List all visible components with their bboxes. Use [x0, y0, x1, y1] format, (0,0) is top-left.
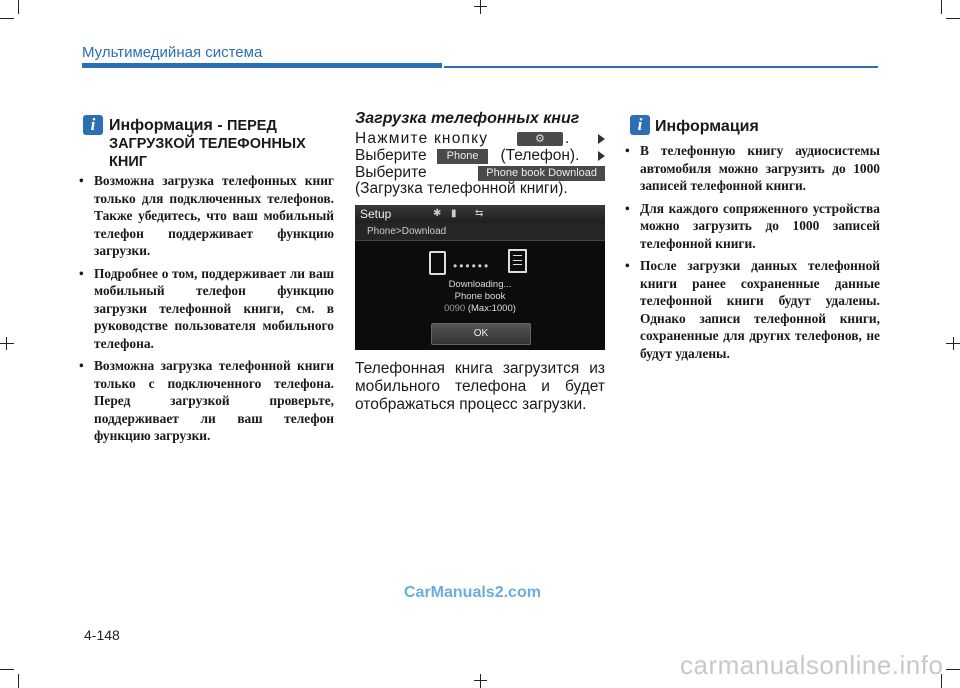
phonebook-icon	[508, 249, 527, 273]
battery-icon: ▮	[451, 208, 457, 219]
bluetooth-icon: ✱	[433, 208, 442, 219]
progress-dots-icon: ••••••	[453, 259, 491, 273]
list-item: • Подробнее о том, поддерживает ли ваш мобильный телефон функцию загрузки телефонной книги, см. в руководстве пользователя мобильного телефона.	[78, 265, 334, 353]
crop-mark	[0, 669, 14, 670]
step-1-text: Нажмите кнопку	[355, 130, 489, 147]
page-header-title: Мультимедийная система	[82, 44, 263, 61]
download-count-max: (Max:1000)	[467, 303, 516, 314]
download-count-value: 0090	[444, 303, 466, 314]
screen-ok-button: OK	[431, 323, 531, 345]
step-arrow-icon	[598, 151, 605, 161]
phone-icon	[429, 251, 446, 275]
header-rule-thin	[444, 66, 878, 68]
header-rule	[82, 63, 442, 68]
middle-paragraph: Телефонная книга загрузится из мобильного телефона и будет отображаться процесс загрузки.	[355, 360, 605, 413]
left-info-title	[109, 117, 334, 171]
crop-mark	[480, 0, 481, 14]
screen-title: Setup	[360, 207, 392, 221]
download-status	[355, 279, 605, 315]
download-count	[355, 303, 605, 315]
phonebook-download-button-image: Phone book Download	[478, 166, 605, 181]
left-info-title-lead: Информация -	[109, 117, 228, 134]
crop-mark	[0, 18, 14, 19]
download-status-line1: Downloading...	[448, 279, 512, 290]
watermark-carmanualsonline[interactable]: carmanualsonline.info	[680, 650, 944, 680]
info-icon: i	[83, 115, 103, 135]
screen-path: Phone>Download	[367, 226, 447, 237]
head-unit-screen	[355, 205, 605, 350]
step-3-caption: (Загрузка телефонной книги).	[355, 180, 568, 197]
setup-button-image: ⚙	[517, 132, 563, 146]
step-2-text: Выберите	[355, 147, 427, 164]
phone-button-image: Phone	[437, 149, 489, 164]
left-info-title-rest: ПЕРЕД ЗАГРУЗКОЙ ТЕЛЕФОННЫХ КНИГ	[109, 118, 306, 170]
step-1	[355, 130, 605, 148]
crop-mark	[946, 18, 960, 19]
left-info-list	[78, 172, 334, 450]
step-arrow-icon	[598, 134, 605, 144]
right-info-list	[624, 142, 880, 367]
crop-mark	[480, 674, 481, 688]
step-3-text: Выберите	[355, 164, 427, 181]
step-2-end: (Телефон).	[500, 147, 580, 164]
crop-mark	[474, 680, 487, 681]
page-number: 4-148	[84, 627, 120, 643]
crop-mark	[953, 337, 954, 350]
crop-mark	[0, 343, 14, 344]
crop-mark	[18, 0, 19, 14]
info-icon: i	[630, 115, 650, 135]
list-item: • Для каждого сопряженного устройства можно загрузить до 1000 записей телефонной книги.	[624, 200, 880, 253]
usb-icon: ⇆	[475, 208, 484, 219]
step-2	[355, 147, 605, 165]
crop-mark	[6, 337, 7, 350]
step-1-end: .	[564, 130, 570, 147]
section-title: Загрузка телефонных книг	[355, 110, 580, 127]
watermark-carmanuals2[interactable]: CarManuals2.com	[404, 584, 541, 601]
list-item: • После загрузки данных телефонной книги ранее сохраненные данные телефонной книги будут удалены. Однако записи телефонной книги, сохраненные для других телефонов, не будут удалены.	[624, 257, 880, 362]
list-item: • В телефонную книгу аудиосистемы автомобиля можно загрузить до 1000 записей телефонной книги.	[624, 142, 880, 195]
list-item: • Возможна загрузка телефонной книги только с подключенного телефона. Перед загрузкой проверьте, поддерживает ли ваш телефон функцию загрузки.	[78, 357, 334, 445]
crop-mark	[946, 669, 960, 670]
crop-mark	[941, 0, 942, 14]
crop-mark	[18, 674, 19, 688]
right-info-title: Информация	[655, 118, 759, 135]
download-status-line2: Phone book	[454, 291, 506, 302]
list-item: • Возможна загрузка телефонных книг только для подключенных телефонов. Также убедитесь, что ваш мобильный телефон поддерживает функцию загрузки.	[78, 172, 334, 260]
crop-mark	[474, 6, 487, 7]
